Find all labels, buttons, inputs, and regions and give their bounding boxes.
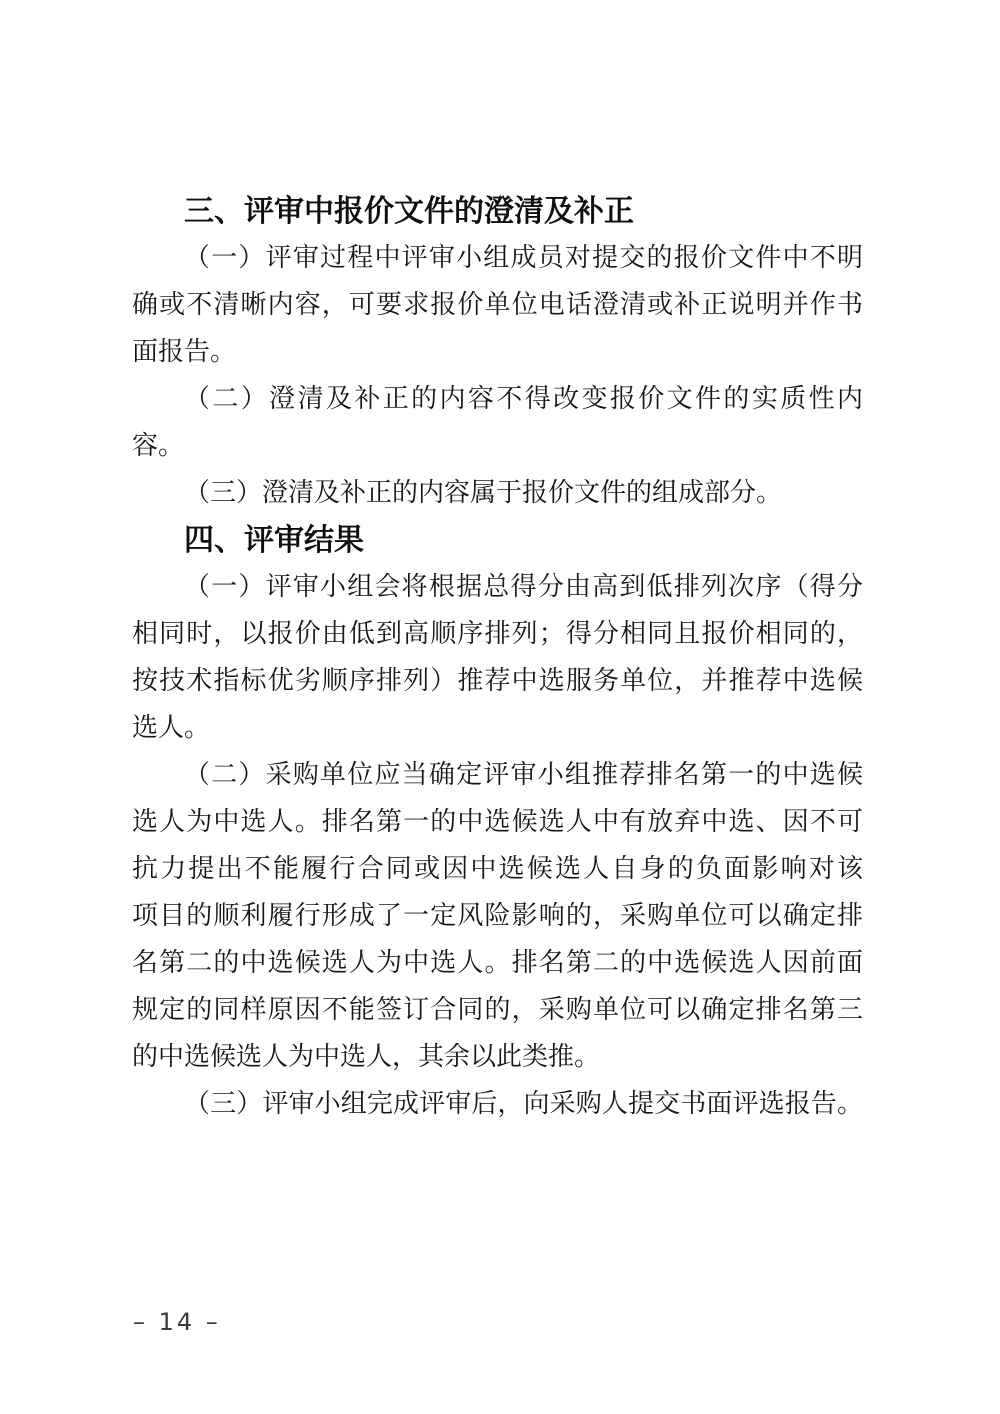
document-body xyxy=(132,188,863,1128)
section-heading: 三、评审中报价文件的澄清及补正 xyxy=(184,194,634,229)
text-line: 抗力提出不能履行合同或因中选候选人自身的负面影响对该 xyxy=(132,854,863,884)
text-line: 确或不清晰内容，可要求报价单位电话澄清或补正说明并作书 xyxy=(132,290,863,320)
section-heading: 四、评审结果 xyxy=(184,523,364,558)
text-line: 相同时，以报价由低到高顺序排列；得分相同且报价相同的， xyxy=(132,619,863,649)
text-line: 容。 xyxy=(132,431,185,461)
text-line: 的中选候选人为中选人，其余以此类推。 xyxy=(132,1042,601,1072)
text-line: 选人为中选人。排名第一的中选候选人中有放弃中选、因不可 xyxy=(132,807,863,837)
text-line: （二）澄清及补正的内容不得改变报价文件的实质性内 xyxy=(184,384,863,414)
text-line: （三）评审小组完成评审后，向采购人提交书面评选报告。 xyxy=(184,1089,863,1119)
text-line: 选人。 xyxy=(132,713,211,743)
text-line: 按技术指标优劣顺序排列）推荐中选服务单位，并推荐中选候 xyxy=(132,666,863,696)
text-line: （二）采购单位应当确定评审小组推荐排名第一的中选候 xyxy=(184,760,863,790)
text-line: （一）评审小组会将根据总得分由高到低排列次序（得分 xyxy=(184,572,863,602)
text-line: 名第二的中选候选人为中选人。排名第二的中选候选人因前面 xyxy=(132,948,863,978)
text-line: 面报告。 xyxy=(132,337,237,367)
text-line: 项目的顺利履行形成了一定风险影响的，采购单位可以确定排 xyxy=(132,901,863,931)
text-line: 规定的同样原因不能签订合同的，采购单位可以确定排名第三 xyxy=(132,995,863,1025)
page-number: – 14 – xyxy=(133,1308,221,1336)
text-line: （三）澄清及补正的内容属于报价文件的组成部分。 xyxy=(184,478,783,508)
text-line: （一）评审过程中评审小组成员对提交的报价文件中不明 xyxy=(184,243,863,273)
